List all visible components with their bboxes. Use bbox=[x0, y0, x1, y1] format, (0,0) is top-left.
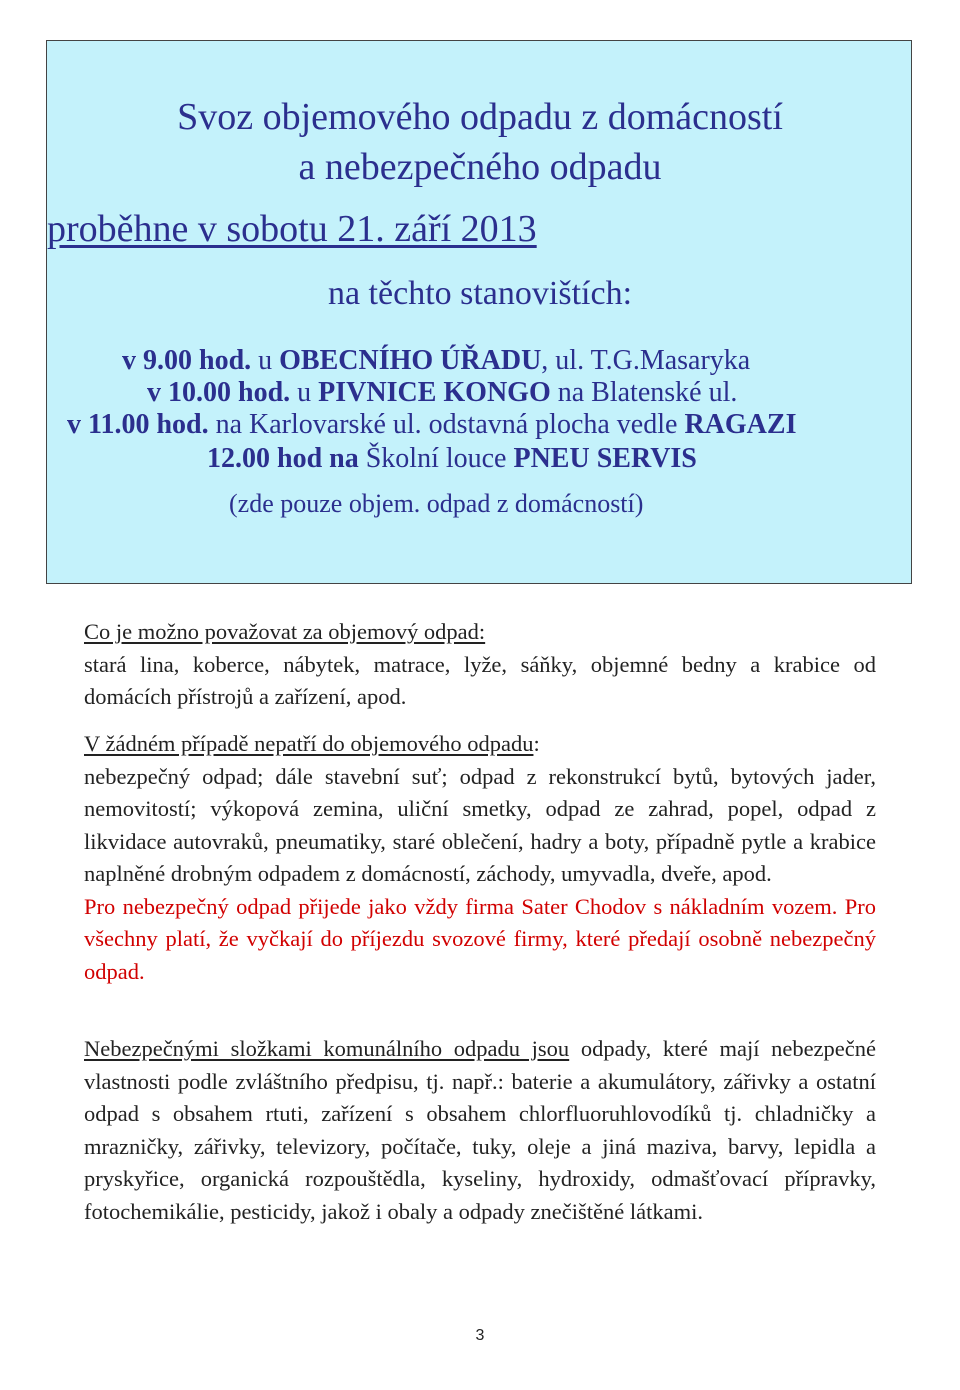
notice-title-line1: Svoz objemového odpadu z domácností bbox=[177, 96, 783, 138]
stop-2 bbox=[147, 377, 737, 409]
notice-title-line2: a nebezpečného odpadu bbox=[298, 146, 662, 188]
stop-4 bbox=[207, 443, 697, 475]
stop-2-place: PIVNICE KONGO bbox=[318, 377, 551, 408]
bulky-waste-heading: Co je možno považovat za objemový odpad: bbox=[84, 619, 486, 644]
stop-2-time: v 10.00 hod. bbox=[147, 377, 291, 408]
stop-note: (zde pouze objem. odpad z domácností) bbox=[229, 489, 644, 518]
excluded-waste-text: nebezpečný odpad; dále stavební suť; odpad z rekonstrukcí bytů, bytových jader, nemovitostí; výkopová zemina, uliční smetky, odpad ze zahrad, popel, odpad z likvidace autovraků, pneumatiky, staré oblečení, hadry a boty, případně pytle a krabice naplněné drobným odpadem z domácností, záchody, umyvadla, dveře, apod. bbox=[84, 763, 876, 886]
hazardous-pickup-note: Pro nebezpečný odpad přijede jako vždy firma Sater Chodov s nákladním vozem. Pro všechny platí, že vyčkají do příjezdu svozové firmy, které předají osobně nebezpečný odpad. bbox=[84, 893, 876, 984]
hazardous-components-section bbox=[84, 1033, 876, 1228]
stop-4-place: PNEU SERVIS bbox=[513, 443, 697, 474]
stop-1-time: v 9.00 hod. bbox=[122, 345, 252, 376]
stop-4-pre: Školní louce bbox=[358, 443, 514, 474]
bulky-waste-definition bbox=[84, 616, 876, 714]
stop-2-pre: u bbox=[290, 377, 319, 408]
hazardous-components-text: odpady, které mají nebezpečné vlastnosti podle zvláštního předpisu, tj. např.: baterie a akumulátory, zářivky a ostatní odpad s obsahem rtuti, zařízení s obsahem chlorfluoruhlovodíků tj. chladničky a mrazničky, zářivky, televizory, počítače, tuky, oleje a jiná maziva, barvy, lepidla a pryskyřice, organická rozpouštědla, kyseliny, hydroxidy, odmašťovací přípravky, fotochemikálie, pesticidy, jakož i obaly a odpady znečištěné látkami. bbox=[84, 1036, 876, 1224]
stop-4-time: 12.00 hod na bbox=[207, 443, 359, 474]
excluded-waste-heading: V žádném případě nepatří do objemového odpadu bbox=[84, 731, 534, 756]
excluded-waste-heading-suffix: : bbox=[533, 731, 540, 756]
stop-1-pre: u bbox=[251, 345, 280, 376]
stop-3-place: RAGAZI bbox=[684, 409, 797, 440]
stop-1-post: , ul. T.G.Masaryka bbox=[541, 345, 751, 376]
stop-2-post: na Blatenské ul. bbox=[550, 377, 738, 408]
stop-1-place: OBECNÍHO ÚŘADU bbox=[279, 345, 542, 376]
hazardous-components-heading: Nebezpečnými složkami komunálního odpadu jsou bbox=[84, 1036, 570, 1061]
collection-date: proběhne v sobotu 21. září 2013 bbox=[47, 208, 537, 250]
excluded-waste-section bbox=[84, 728, 876, 988]
notice-box bbox=[46, 40, 912, 584]
stop-3-pre: na Karlovarské ul. odstavná plocha vedle bbox=[208, 409, 685, 440]
stop-1 bbox=[122, 345, 750, 377]
locations-heading: na těchto stanovištích: bbox=[327, 275, 633, 312]
bulky-waste-text: stará lina, koberce, nábytek, matrace, lyže, sáňky, objemné bedny a krabice od domácích přístrojů a zařízení, apod. bbox=[84, 651, 876, 709]
page-number: 3 bbox=[475, 1327, 485, 1344]
stop-3 bbox=[67, 409, 796, 441]
stop-3-time: v 11.00 hod. bbox=[67, 409, 209, 440]
